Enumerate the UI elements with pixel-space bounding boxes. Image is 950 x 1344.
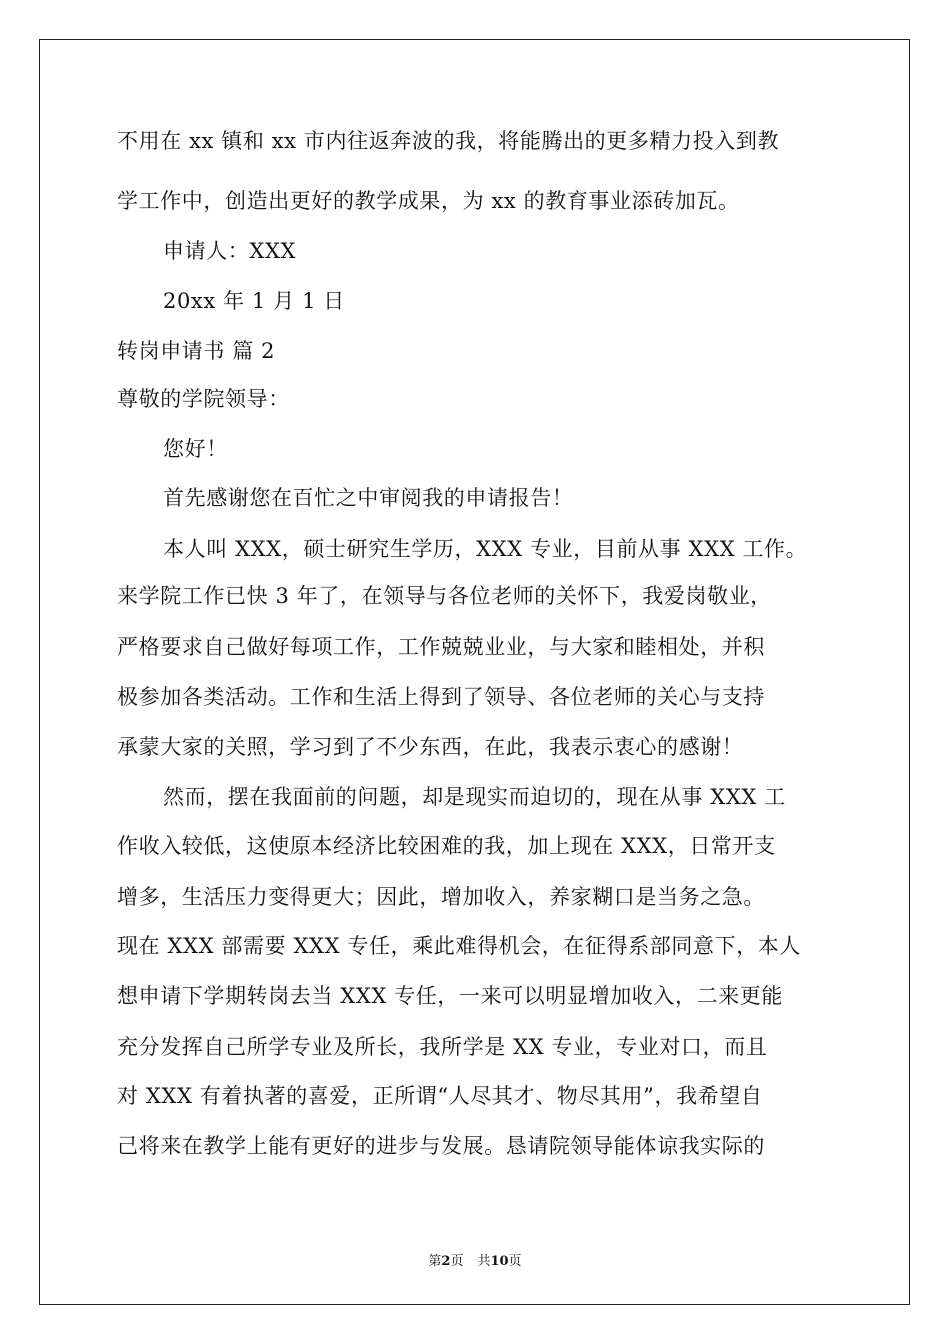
paragraph-line: 对 XXX 有着执著的喜爱，正所谓“人尽其才、物尽其用”，我希望自 (117, 1084, 763, 1108)
paragraph-line: 己将来在教学上能有更好的进步与发展。恳请院领导能体谅我实际的 (117, 1134, 765, 1158)
paragraph-line: 不用在 xx 镇和 xx 市内往返奔波的我，将能腾出的更多精力投入到教 (117, 129, 780, 153)
paragraph-line: 充分发挥自己所学专业及所长，我所学是 XX 专业，专业对口，而且 (117, 1035, 768, 1059)
greeting: 您好！ (163, 437, 228, 461)
page-total: 10 (490, 1254, 509, 1269)
paragraph-line: 来学院工作已快 3 年了，在领导与各位老师的关怀下，我爱岗敬业， (117, 584, 772, 608)
total-prefix: 共 (477, 1254, 491, 1269)
date-line: 20xx 年 1 月 1 日 (163, 289, 345, 313)
paragraph-line: 现在 XXX 部需要 XXX 专任，乘此难得机会，在征得系部同意下，本人 (117, 934, 801, 958)
paragraph-line: 学工作中，创造出更好的教学成果，为 xx 的教育事业添砖加瓦。 (117, 189, 740, 213)
section-title: 转岗申请书 篇 2 (117, 339, 276, 363)
paragraph-line: 想申请下学期转岗去当 XXX 专任，一来可以明显增加收入，二来更能 (117, 984, 783, 1008)
page-unit: 页 (450, 1254, 464, 1269)
paragraph-line: 首先感谢您在百忙之中审阅我的申请报告！ (163, 486, 574, 510)
paragraph-line: 然而，摆在我面前的问题，却是现实而迫切的，现在从事 XXX 工 (163, 785, 786, 809)
page-current: 2 (441, 1254, 451, 1269)
paragraph-line: 本人叫 XXX，硕士研究生学历，XXX 专业，目前从事 XXX 工作。 (163, 537, 808, 561)
paragraph-line: 作收入较低，这使原本经济比较困难的我，加上现在 XXX，日常开支 (117, 834, 776, 858)
page-border (39, 39, 910, 1305)
paragraph-line: 增多，生活压力变得更大；因此，增加收入，养家糊口是当务之急。 (117, 885, 765, 909)
paragraph-line: 极参加各类活动。工作和生活上得到了领导、各位老师的关心与支持 (117, 685, 765, 709)
total-unit: 页 (508, 1254, 522, 1269)
page-prefix: 第 (428, 1254, 442, 1269)
paragraph-line: 严格要求自己做好每项工作，工作兢兢业业，与大家和睦相处，并积 (117, 635, 765, 659)
paragraph-line: 承蒙大家的关照，学习到了不少东西，在此，我表示衷心的感谢！ (117, 735, 744, 759)
salutation: 尊敬的学院领导： (117, 387, 290, 411)
page-footer (0, 1250, 950, 1269)
applicant-line: 申请人：XXX (163, 239, 297, 263)
